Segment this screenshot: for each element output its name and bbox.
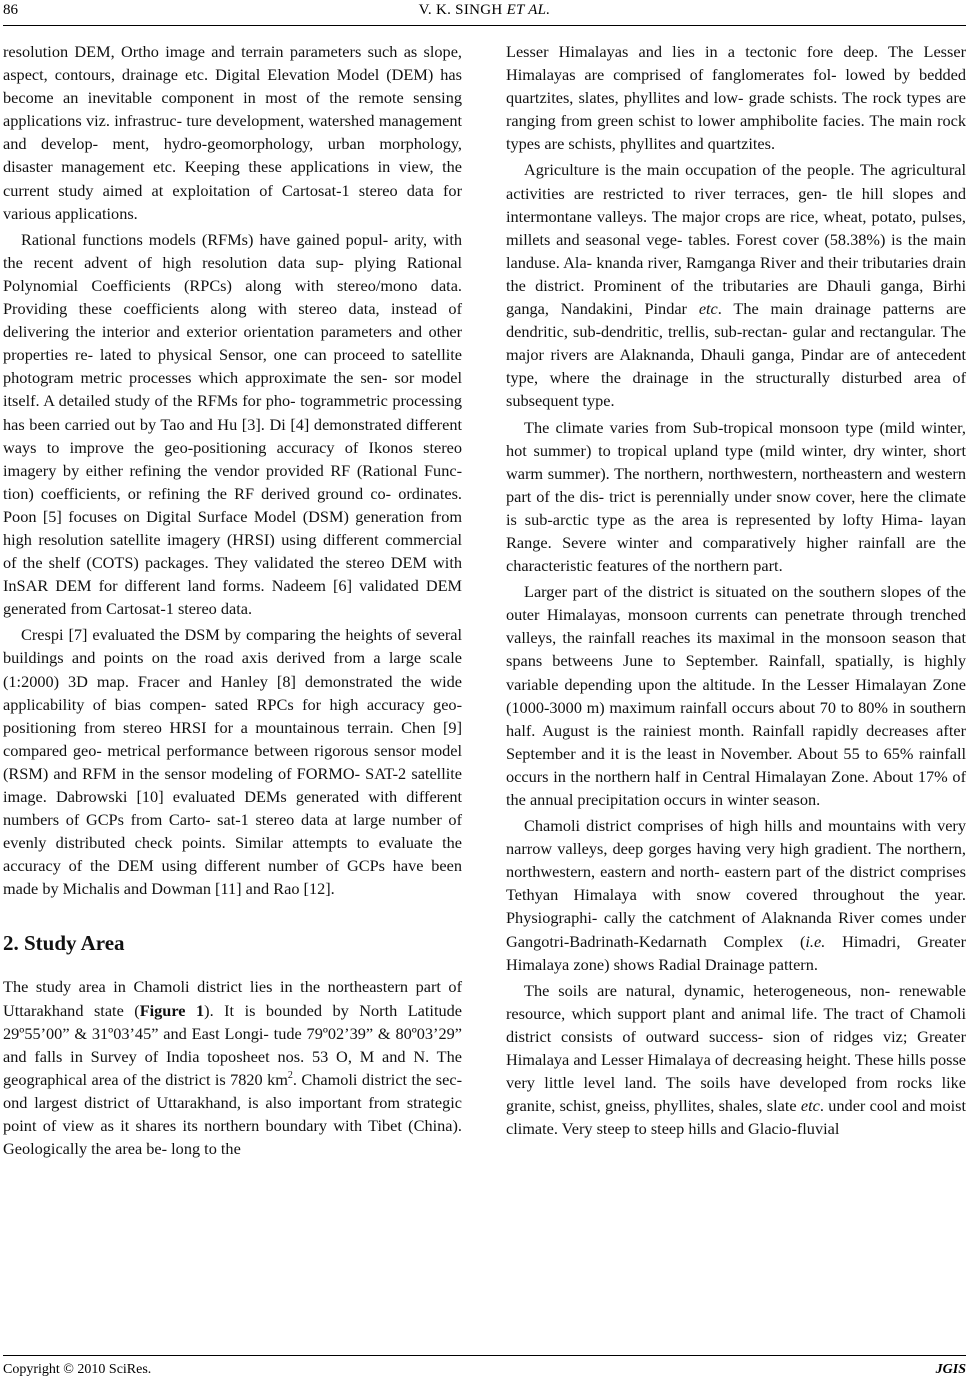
running-head-etal: ET AL. [506, 2, 551, 18]
left-paragraph-3: Crespi [7] evaluated the DSM by comparing the heights of several buildings and points on the road axis derived from a large scale (1:2000) 3D map. Fracer and Hanley [8] demonstrated the wide applicability of bias compen- sated RPCs for high accuracy geo-positioning from stereo HRSI for a mountainous terrain. Chen [9] compared geo- metrical performance between rigorous sensor model (RSM) and RFM in the sensor modeling of FORMO- SAT-2 satellite image. Dabrowski [10] evaluated DEMs generated with different numbers of GCPs from Carto- sat-1 stereo data at large number of evenly distributed check points. Similar attempts to evaluate the accuracy of the DEM using different number of GCPs have been made by Michalis and Dowman [11] and Rao [12]. [3, 625, 462, 899]
p2-etc: etc [698, 299, 718, 319]
left-paragraph-2: Rational functions models (RFMs) have gained popul- arity, with the recent advent of high resolution data sup- plying Rational Polynomial Coefficients (RPCs) along with stereo/mono data. Providing these coefficients along with stereo data, instead of delivering the interior and exterior orientation parameters and other properties re- lated to physical Sensor, one can proceed to satellite photogram metric processes which approximate the sen- sor model itself. A detailed study of the RFMs for pho- togrammetric processing has been carried out by Tao and Hu [3]. Di [4] demonstrated different ways to improve the geo-positioning accuracy of Ikonos stereo imagery by either refining the vendor provided RF (Rational Func- tion) coefficients, or refining the RF derived ground co- ordinates. Poon [5] focuses on Digital Surface Model (DSM) generation from high resolution satellite imagery (HRSI) using different commercial of the shelf (COTS) packages. They validated the stereo DEM with InSAR DEM for different land forms. Nadeem [6] validated DEM generated from Cartosat-1 stereo data. [3, 229, 462, 619]
page-footer [3, 1362, 966, 1382]
right-paragraph-3: The climate varies from Sub-tropical monsoon type (mild winter, hot summer) to tropical upland type (mild winter, dry winter, short warm summer). The northern, northwestern, northeastern and western part of the dis- trict is perennially under snow cover, here the climate is sub-arctic type as the area is represented by lofty Hima- layan Range. Severe winter and comparatively higher rainfall are the characteristic features of the northern part. [506, 417, 966, 576]
header-rule [3, 25, 966, 26]
p5-ie: i.e. [805, 931, 826, 951]
journal-abbrev: JGIS [935, 1362, 966, 1377]
right-paragraph-2 [506, 158, 966, 412]
p5-text-a: Chamoli district comprises of high hills and mountains with very narrow valleys, deep gorges having very high gradient. The northern, northwestern, eastern and north- eastern part of the district comprises Tethyan Himalaya with snow covered throughout the year. Physiographi- cally the catchment of Alaknanda River comes under Gangotri-Badrinath-Kedarnath Complex ( [506, 816, 966, 951]
section-heading: 2. Study Area [3, 931, 125, 956]
p6-text-b: . under cool and moist climate. Very steep to steep hills and Glacio-fluvial [506, 1096, 966, 1139]
copyright-notice: Copyright © 2010 SciRes. [3, 1362, 152, 1377]
right-column [506, 40, 966, 1140]
page-header [3, 2, 966, 22]
right-paragraph-5 [506, 814, 966, 976]
page-number: 86 [3, 2, 18, 18]
right-paragraph-4: Larger part of the district is situated on the southern slopes of the outer Himalayas, monsoon currents can penetrate through trenched valleys, the rainfall reaches its maximal in the monsoon season that spans betweens June to September. Rainfall, spatially, is highly variable depending upon the altitude. In the Lesser Himalayan Zone (1000-3000 m) maximum rainfall occurs about 70 to 80% in southern half. August is the rainiest month. Rainfall rapidly decreases after September and it is the least in November. About 55 to 65% rainfall occurs in the northern half in Central Himalayan Zone. About 17% of the annual precipitation occurs in winter season. [506, 582, 966, 809]
left-paragraph-1: resolution DEM, Ortho image and terrain parameters such as slope, aspect, contours, drainage etc. Digital Elevation Model (DEM) has become an inevitable component in most of the remote sensing applications viz. infrastruc- ture development, watershed management and develop- ment, hydro-geomorphology, urban morphology, disaster management etc. Keeping these applications in view, the current study aimed at exploitation of Cartosat-1 stereo data for various applications. [3, 42, 462, 223]
p6-text-a: The soils are natural, dynamic, heterogeneous, non- renewable resource, which support plant and animal life. The tract of Chamoli district consists of outward success- sion of ridges viz; Greater Himalaya and Lesser Himalaya of decreasing height. These hills posse very little level land. The soils have developed from rocks like granite, schist, gneiss, phyllites, shales, slate [506, 980, 966, 1116]
p4-text-b: ). It is bounded by North Latitude 29º55’00” & 31º03’45” and East Longi- tude 79º02’39” & 80º03’29” and falls in Survey of India toposheet nos. 53 O, M and N. The geographical area of the district is 7820 km [3, 1000, 462, 1089]
superscript-2: 2 [287, 1069, 293, 1081]
left-paragraph-4 [3, 975, 462, 1160]
right-paragraph-1: Lesser Himalayas and lies in a tectonic fore deep. The Lesser Himalayas are comprised of fanglomerates fol- lowed by bedded quartzites, slates, phyllites and low- grade schists. The rock types are ranging from green schist to lower amphibolite facies. The main rock types are schists, phyllites and quartzites. [506, 42, 966, 154]
running-head [3, 2, 966, 19]
right-paragraph-6 [506, 979, 966, 1141]
p4-text-a: The study area in Chamoli district lies in the northeastern part of Uttarakhand state ( [3, 977, 462, 1020]
p2-text-a: Agriculture is the main occupation of the people. The agricultural activities are restricted to river terraces, gen- tle hill slopes and intermontane valleys. The major crops are rice, wheat, potato, pulses, millets and seasonal vege- tables. Forest cover (58.38%) is the main landuse. Ala- knanda river, Ramganga River and their tributaries drain the district. Prominent of the tributaries are Dhauli ganga, Birhi ganga, Nandakini, Pindar [506, 160, 966, 319]
left-column [3, 40, 462, 1160]
p6-etc: etc [800, 1096, 820, 1116]
p2-text-b: . The main drainage patterns are dendritic, sub-dendritic, trellis, sub-rectan- gular and rectangular. The major rivers are Alaknanda, Dhauli ganga, Pindar are of antecedent type, where the drainage in the structurally disturbed area of subsequent type. [506, 299, 966, 411]
figure-reference: Figure 1 [139, 1000, 205, 1020]
footer-rule [3, 1355, 966, 1356]
p5-text-b: Himadri, Greater Himalaya zone) shows Radial Drainage pattern. [506, 931, 966, 974]
running-head-authors: V. K. SINGH [418, 2, 503, 18]
p4-text-c: . Chamoli district the sec- ond largest district of Uttarakhand, is also important from strategic point of view as it shares its northern boundary with Tibet (China). Geologically the area be- long to the [3, 1069, 462, 1159]
